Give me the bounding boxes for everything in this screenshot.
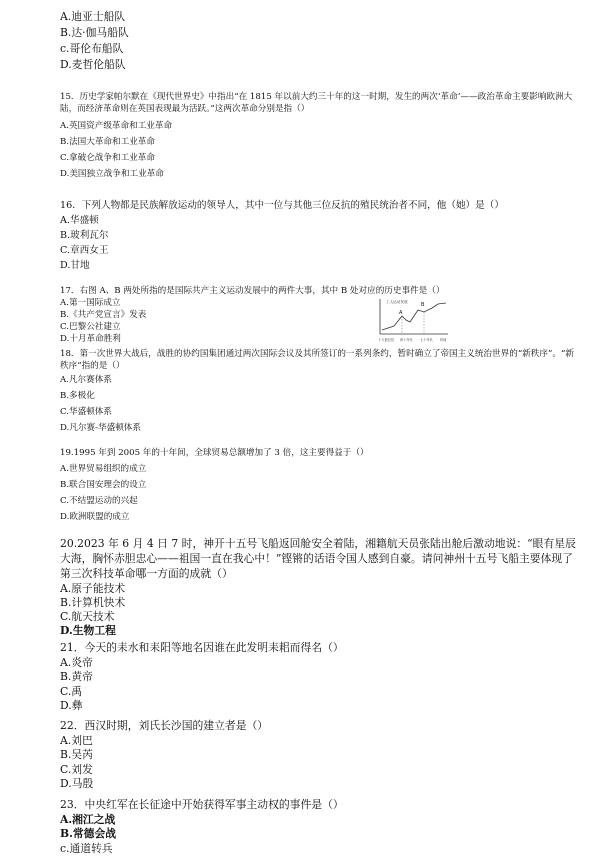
option-b: B.黄帝: [60, 670, 93, 684]
option-d: D.美国独立战争和工业革命: [60, 169, 164, 180]
option-b: B.玻利瓦尔: [60, 229, 109, 241]
option-c: C.章西女王: [60, 244, 109, 256]
question-stem: 22．西汉时期，刘氏长沙国的建立者是（）: [60, 719, 269, 732]
option-d: D.生物工程: [60, 623, 116, 637]
option-a: A.刘巴: [60, 733, 93, 747]
option-c: C.不结盟运动的兴起: [60, 496, 138, 507]
axis-label: 七十年代: [420, 338, 433, 342]
axis-label: 十九世纪初: [378, 338, 394, 342]
option-b: B.达·伽马船队: [60, 26, 129, 39]
question-14: [60, 9, 580, 73]
chart-svg: [376, 296, 450, 344]
option-c: C.巴黎公社建立: [60, 322, 121, 333]
chart-title: 工人运动发展: [386, 300, 408, 304]
question-stem: 21．今天的耒水和耒阳等地名因谁在此发明耒耜而得名（）: [60, 641, 344, 654]
question-19: [60, 447, 580, 525]
question-16: [60, 199, 580, 273]
option-c: C.刘发: [60, 762, 93, 776]
option-d: D.甘地: [60, 259, 90, 271]
option-d: D.彝: [60, 699, 83, 713]
option-b: B.常德会战: [60, 827, 117, 841]
option-a: A.世界贸易组织的成立: [60, 464, 147, 475]
question-stem: 20.2023 年 6 月 4 日 7 时，神开十五号飞船返回舱安全着陆，湘籍航天员张陆出舱后激动地说：“眼有星辰大海，胸怀赤胆忠心——祖国一直在我心中！”铿锵的话语令国人感到自豪。请问神州十五号飞船主要体现了第三次科技革命哪一方面的成就（）: [60, 537, 576, 580]
option-b: B.法国大革命和工业革命: [60, 137, 155, 148]
marker-b-label: B: [421, 302, 425, 308]
option-c: C.华盛顿体系: [60, 407, 112, 418]
workers-movement-chart: [376, 296, 450, 344]
option-c: C.拿破仑战争和工业革命: [60, 153, 155, 164]
question-22: [60, 719, 580, 792]
option-a: A.凡尔赛体系: [60, 375, 112, 386]
question-stem: 23．中央红军在长征途中开始获得军事主动权的事件是（）: [60, 798, 344, 811]
option-a: A.英国资产级革命和工业革命: [60, 121, 173, 132]
option-b: B.《共产党宣言》发表: [60, 310, 147, 321]
axis-label: 时间: [440, 338, 447, 342]
option-d: D.欧洲联盟的成立: [60, 512, 130, 523]
option-d: D.凡尔赛-华盛顿体系: [60, 423, 141, 434]
option-c: C.航天技术: [60, 609, 115, 623]
option-d: D.麦哲伦船队: [60, 58, 126, 71]
question-23: [60, 798, 580, 856]
question-17: [60, 285, 580, 345]
question-18: [60, 348, 580, 436]
option-c: c.哥伦布船队: [60, 42, 124, 55]
option-a: A.迪亚士船队: [60, 10, 126, 23]
axis-label: 四十年代: [400, 338, 413, 342]
question-stem: 18．第一次世界大战后，战胜的协约国集团通过两次国际会议及其所签订的一系列条约，暂时确立了帝国主义统治世界的“新秩序”。“新秩序”指的是（）: [60, 349, 574, 372]
option-b: B.吴芮: [60, 748, 93, 762]
option-a: A.第一国际成立: [60, 298, 121, 309]
option-a: A.炎帝: [60, 655, 93, 669]
question-stem: 19.1995 年到 2005 年的十年间，全球贸易总额增加了 3 倍，这主要得益于（）: [60, 448, 369, 458]
option-b: B.计算机快术: [60, 595, 126, 609]
option-d: D.马殷: [60, 777, 94, 791]
option-d: D.十月革命胜利: [60, 334, 121, 345]
option-b: B.联合国安理会的设立: [60, 480, 147, 491]
option-c: C.禹: [60, 684, 83, 698]
question-stem: 15．历史学家帕尔默在《现代世界史》中指出“在 1815 年以前大约三十年的这一时期，发生的两次‘革命’——政治革命主要影响欧洲大陆，而经济革命则在英国表现最为活跃。”这两次革命分别是指（）: [60, 92, 573, 115]
trend-line: [382, 303, 446, 330]
option-a: A.湘江之战: [60, 812, 116, 826]
marker-a-label: A: [399, 310, 403, 316]
option-b: B.多极化: [60, 391, 95, 402]
option-a: A.华盛顿: [60, 214, 99, 226]
option-c: c.通道转兵: [60, 841, 113, 855]
question-stem: 16．下列人物都是民族解放运动的领导人，其中一位与其他三位反抗的殖民统治者不同，他（她）是（）: [60, 200, 504, 211]
question-15: [60, 91, 580, 182]
question-20: [60, 537, 580, 638]
question-stem: 17．右图 A、B 两处所指的是国际共产主义运动发展中的两件大事，其中 B 处对应的历史事件是（）: [60, 286, 445, 296]
question-21: [60, 641, 580, 714]
option-a: A.原子能技术: [60, 581, 126, 595]
